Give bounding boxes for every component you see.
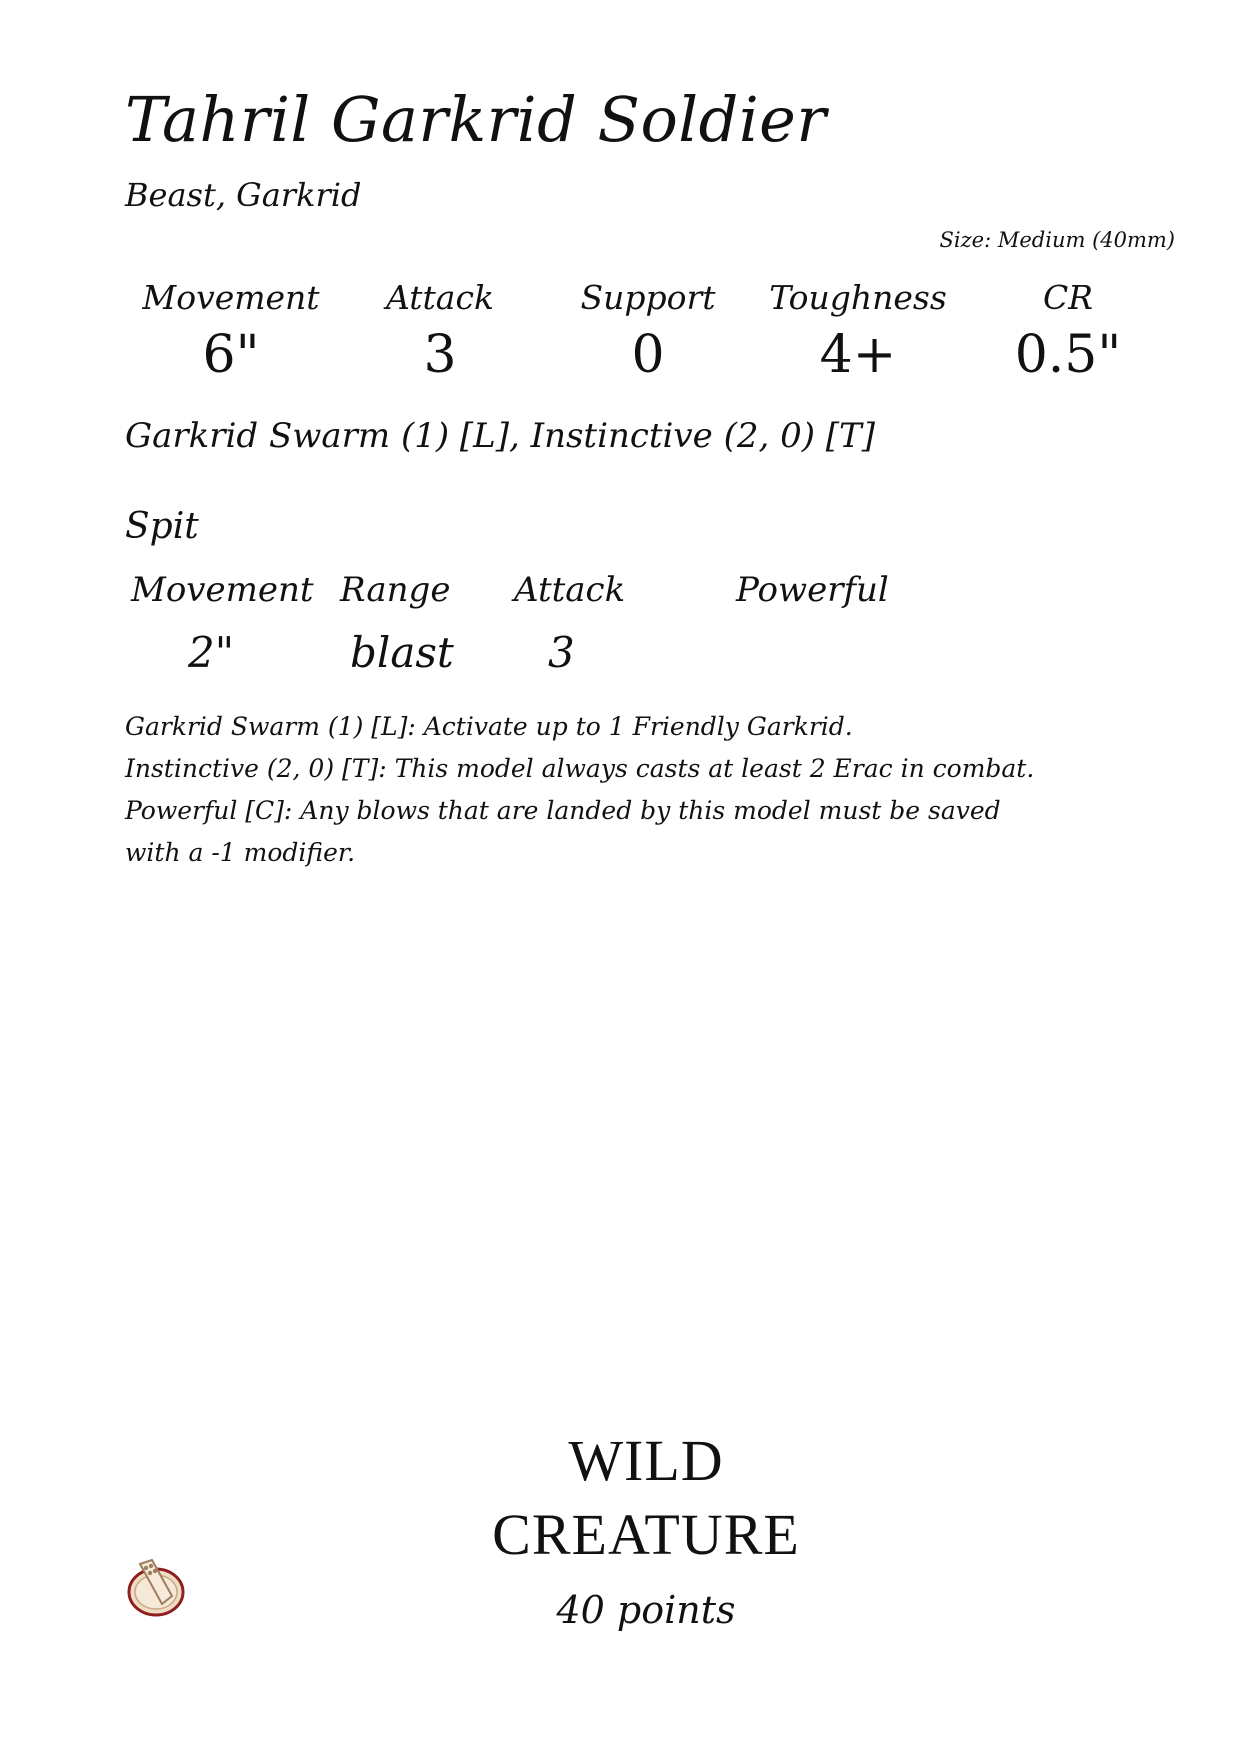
stat-support xyxy=(543,278,753,386)
stat-toughness xyxy=(753,278,963,386)
weapon-label-range: Range xyxy=(340,570,451,610)
points-cost: 40 points xyxy=(556,1588,736,1632)
weapon-value-attack: 3 xyxy=(548,628,575,677)
weapon-value-movement: 2" xyxy=(188,628,235,677)
abilities-summary: Garkrid Swarm (1) [L], Instinctive (2, 0) [T] xyxy=(125,416,875,456)
faction-emblem-icon xyxy=(126,1556,188,1618)
weapon-label-attack: Attack xyxy=(514,570,626,610)
stat-attack xyxy=(335,278,545,386)
weapon-label-movement: Movement xyxy=(131,570,314,610)
weapon-name: Spit xyxy=(125,506,199,547)
stat-label: Attack xyxy=(386,278,494,317)
unit-keywords: Beast, Garkrid xyxy=(125,176,362,214)
stat-value: 3 xyxy=(423,324,457,385)
weapon-value-range: blast xyxy=(350,628,454,677)
stat-label: Support xyxy=(580,278,716,317)
base-size: Size: Medium (40mm) xyxy=(939,228,1175,252)
stat-label: Toughness xyxy=(769,278,947,317)
category-line-1: WILD xyxy=(568,1428,724,1493)
stat-value: 4+ xyxy=(819,324,897,385)
rule-instinctive: Instinctive (2, 0) [T]: This model always casts at least 2 Erac in combat. xyxy=(125,754,1035,783)
footer xyxy=(492,1424,800,1632)
category-line-2: CREATURE xyxy=(492,1502,800,1567)
rules-text xyxy=(125,706,1045,874)
stat-movement xyxy=(126,278,336,386)
stat-label: CR xyxy=(1042,278,1094,317)
stat-value: 0.5" xyxy=(1014,324,1122,385)
rule-garkrid-swarm: Garkrid Swarm (1) [L]: Activate up to 1 Friendly Garkrid. xyxy=(125,712,853,741)
rule-powerful: Powerful [C]: Any blows that are landed by this model must be saved with a -1 modifier. xyxy=(125,796,1001,867)
stat-label: Movement xyxy=(142,278,320,317)
stat-value: 6" xyxy=(202,324,260,385)
stat-cr xyxy=(963,278,1173,386)
weapon-label-powerful: Powerful xyxy=(736,570,889,610)
stat-value: 0 xyxy=(631,324,665,385)
unit-title: Tahril Garkrid Soldier xyxy=(125,83,827,156)
